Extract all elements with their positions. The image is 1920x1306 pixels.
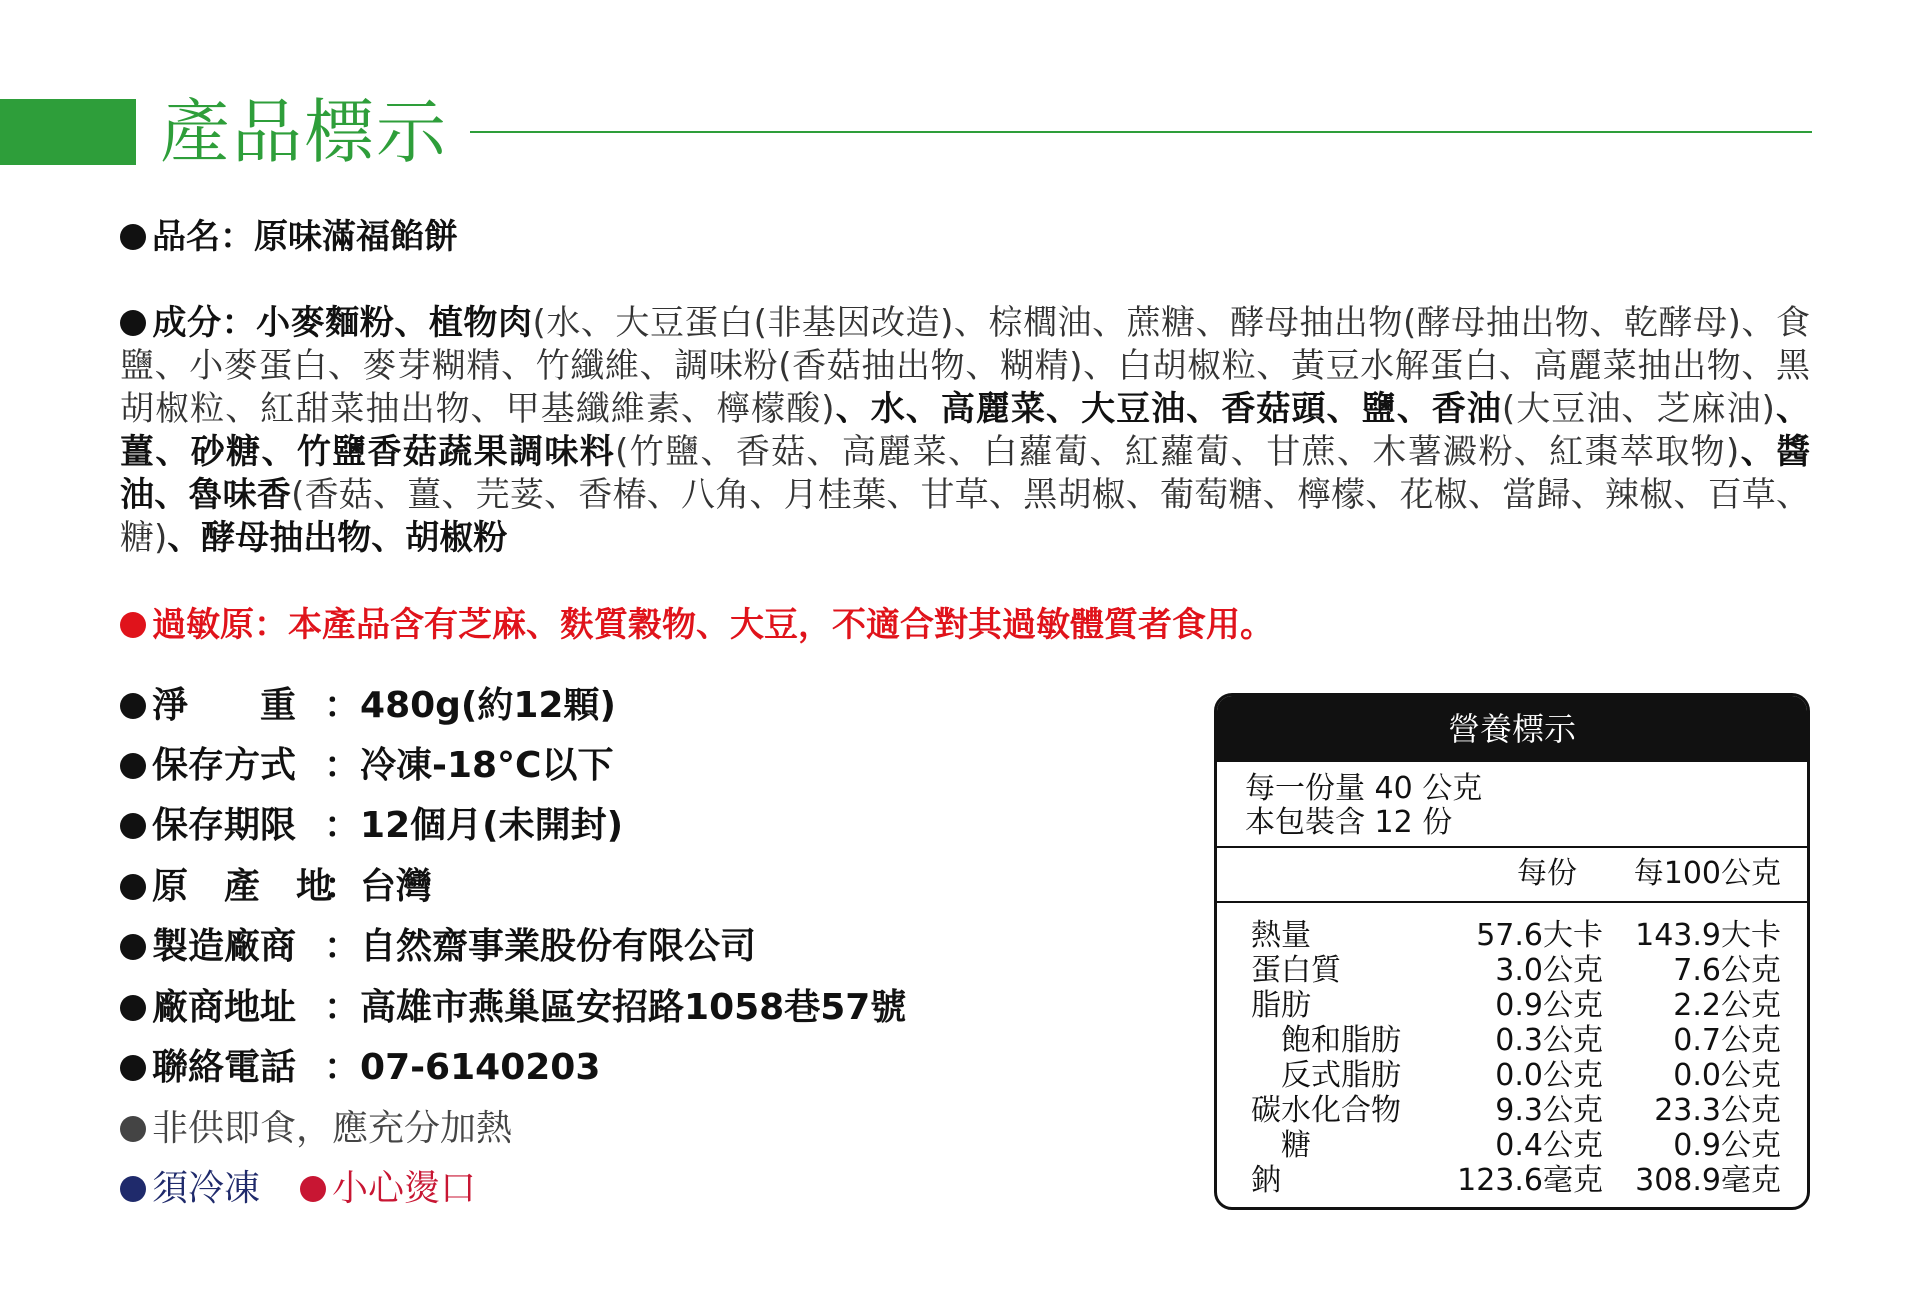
net-weight-row <box>120 683 616 729</box>
per-serving-value: 3.0公克 <box>1495 953 1603 988</box>
bullet-icon <box>120 813 146 839</box>
per-100g-value: 143.9大卡 <box>1635 918 1781 953</box>
nutrient-name: 蛋白質 <box>1251 953 1341 988</box>
per-100g-value: 0.7公克 <box>1673 1023 1781 1058</box>
colon: ： <box>324 1047 361 1088</box>
per-100g-value: 0.9公克 <box>1673 1128 1781 1163</box>
frozen-note: 須冷凍 <box>152 1168 261 1209</box>
shelf-life-label: 保存期限 <box>152 805 297 846</box>
per-serving-value: 0.4公克 <box>1495 1128 1603 1163</box>
nutrition-row <box>1251 1023 1781 1058</box>
per-serving-value: 9.3公克 <box>1495 1093 1603 1128</box>
per-serving-value: 0.0公克 <box>1495 1058 1603 1093</box>
nutrition-title: 營養標示 <box>1217 696 1807 762</box>
product-name-value: 原味滿福餡餅 <box>254 217 458 257</box>
phone-label: 聯絡電話 <box>152 1047 297 1088</box>
bullet-icon <box>300 1176 326 1202</box>
colon: ： <box>324 745 361 786</box>
nutrient-name: 鈉 <box>1251 1163 1281 1198</box>
bullet-icon <box>120 310 146 336</box>
per-100g-value: 23.3公克 <box>1654 1093 1781 1128</box>
nutrition-row <box>1251 988 1781 1023</box>
colon: ： <box>324 685 361 726</box>
storage-value: 冷凍-18°C以下 <box>360 745 614 786</box>
address-row <box>120 985 906 1031</box>
allergen-label: 過敏原： <box>152 605 288 645</box>
ingredient-segment: 、酵母抽出物、胡椒粉 <box>167 518 508 558</box>
bullet-icon <box>120 995 146 1021</box>
bullet-icon <box>120 1176 146 1202</box>
ingredient-segment: 、薑、砂糖、竹鹽香菇蔬果調味料 <box>120 389 1811 472</box>
ingredients-label: 成分： <box>152 303 257 343</box>
header-accent-bar <box>0 99 136 165</box>
servings-per-package: 本包裝含 12 份 <box>1245 805 1453 840</box>
bullet-icon <box>120 753 146 779</box>
bullet-icon <box>120 1055 146 1081</box>
ingredient-segment: (水、大豆蛋白(非基因改造)、棕櫚油、蔗糖、酵母抽出物(酵母抽出物、乾酵母)、食鹽、小麥蛋白、麥芽糊精、竹纖維、調味粉(香菇抽出物、糊精)、白胡椒粒、黃豆水解蛋白、高麗菜抽出物、黑胡椒粒、紅甜菜抽出物、甲基纖維素、檸檬酸) <box>120 303 1810 429</box>
per-100g-value: 7.6公克 <box>1673 953 1781 988</box>
allergen-row <box>120 603 1274 647</box>
origin-row <box>120 864 432 910</box>
warning-row <box>120 1166 476 1212</box>
nutrient-name: 反式脂肪 <box>1281 1058 1401 1093</box>
colon: ： <box>324 805 361 846</box>
per-100g-value: 308.9毫克 <box>1635 1163 1781 1198</box>
colon: ： <box>324 926 361 967</box>
nutrition-row <box>1251 1058 1781 1093</box>
product-name-row <box>120 215 458 259</box>
ingredient-segment: (香菇、薑、芫荽、香椿、八角、月桂葉、甘草、黑胡椒、葡萄糖、檸檬、花椒、當歸、辣椒、百草、糖) <box>120 475 1811 558</box>
bullet-icon <box>120 1116 146 1142</box>
origin-label: 原 產 地 <box>152 866 333 907</box>
phone-value: 07-6140203 <box>360 1047 601 1088</box>
col-per-serving: 每份 <box>1517 856 1577 891</box>
ingredient-segment: 、醬油、魯味香 <box>120 432 1811 515</box>
nutrient-name: 飽和脂肪 <box>1281 1023 1401 1058</box>
ingredient-segment: (大豆油、芝麻油) <box>1501 389 1775 429</box>
per-serving-value: 0.9公克 <box>1495 988 1603 1023</box>
address-label: 廠商地址 <box>152 987 297 1028</box>
address-value: 高雄市燕巢區安招路1058巷57號 <box>360 987 907 1028</box>
per-100g-value: 0.0公克 <box>1673 1058 1781 1093</box>
product-name-label: 品名： <box>152 217 254 257</box>
ingredient-segment: 小麥麵粉、植物肉 <box>256 303 533 343</box>
colon: ： <box>324 987 361 1028</box>
bullet-icon <box>120 612 146 638</box>
manufacturer-label: 製造廠商 <box>152 926 297 967</box>
ingredient-segment: 、水、高麗菜、大豆油、香菇頭、鹽、香油 <box>834 389 1502 429</box>
nutrition-divider <box>1217 901 1807 903</box>
per-serving-value: 57.6大卡 <box>1476 918 1603 953</box>
bullet-icon <box>120 224 146 250</box>
serving-size: 每一份量 40 公克 <box>1245 771 1483 806</box>
col-per-100g: 每100公克 <box>1633 856 1781 891</box>
nutrition-row <box>1251 1093 1781 1128</box>
heating-note-row <box>120 1106 512 1152</box>
origin-value: 台灣 <box>360 866 433 907</box>
nutrient-name: 熱量 <box>1251 918 1311 953</box>
nutrition-divider <box>1217 846 1807 848</box>
per-serving-value: 123.6毫克 <box>1457 1163 1603 1198</box>
shelf-life-value: 12個月(未開封) <box>360 805 624 846</box>
heating-note: 非供即食，應充分加熱 <box>152 1108 513 1149</box>
nutrition-rows <box>1251 918 1781 1198</box>
nutrition-row <box>1251 953 1781 988</box>
manufacturer-value: 自然齋事業股份有限公司 <box>360 926 757 967</box>
header-divider <box>470 131 1812 133</box>
page-title: 產品標示 <box>160 91 448 173</box>
bullet-icon <box>120 934 146 960</box>
storage-label: 保存方式 <box>152 745 297 786</box>
shelf-life-row <box>120 803 623 849</box>
nutrition-table <box>1214 693 1810 1210</box>
nutrition-row <box>1251 918 1781 953</box>
colon: ： <box>324 866 361 907</box>
bullet-icon <box>120 693 146 719</box>
net-weight-label: 淨 重 <box>152 685 297 726</box>
ingredients-paragraph <box>120 302 1810 560</box>
phone-row <box>120 1045 600 1091</box>
nutrition-row <box>1251 1128 1781 1163</box>
bullet-icon <box>120 874 146 900</box>
ingredient-segment: (竹鹽、香菇、高麗菜、白蘿蔔、紅蘿蔔、甘蔗、木薯澱粉、紅棗萃取物) <box>615 432 1740 472</box>
nutrient-name: 糖 <box>1281 1128 1311 1163</box>
net-weight-value: 480g(約12顆) <box>360 685 616 726</box>
manufacturer-row <box>120 924 756 970</box>
allergen-text: 本產品含有芝麻、麩質穀物、大豆，不適合對其過敏體質者食用。 <box>288 605 1274 645</box>
storage-row <box>120 743 613 789</box>
per-100g-value: 2.2公克 <box>1673 988 1781 1023</box>
serving-info <box>1245 772 1482 840</box>
hot-note: 小心燙口 <box>332 1168 477 1209</box>
nutrition-row <box>1251 1163 1781 1198</box>
per-serving-value: 0.3公克 <box>1495 1023 1603 1058</box>
nutrient-name: 脂肪 <box>1251 988 1311 1023</box>
nutrient-name: 碳水化合物 <box>1251 1093 1401 1128</box>
